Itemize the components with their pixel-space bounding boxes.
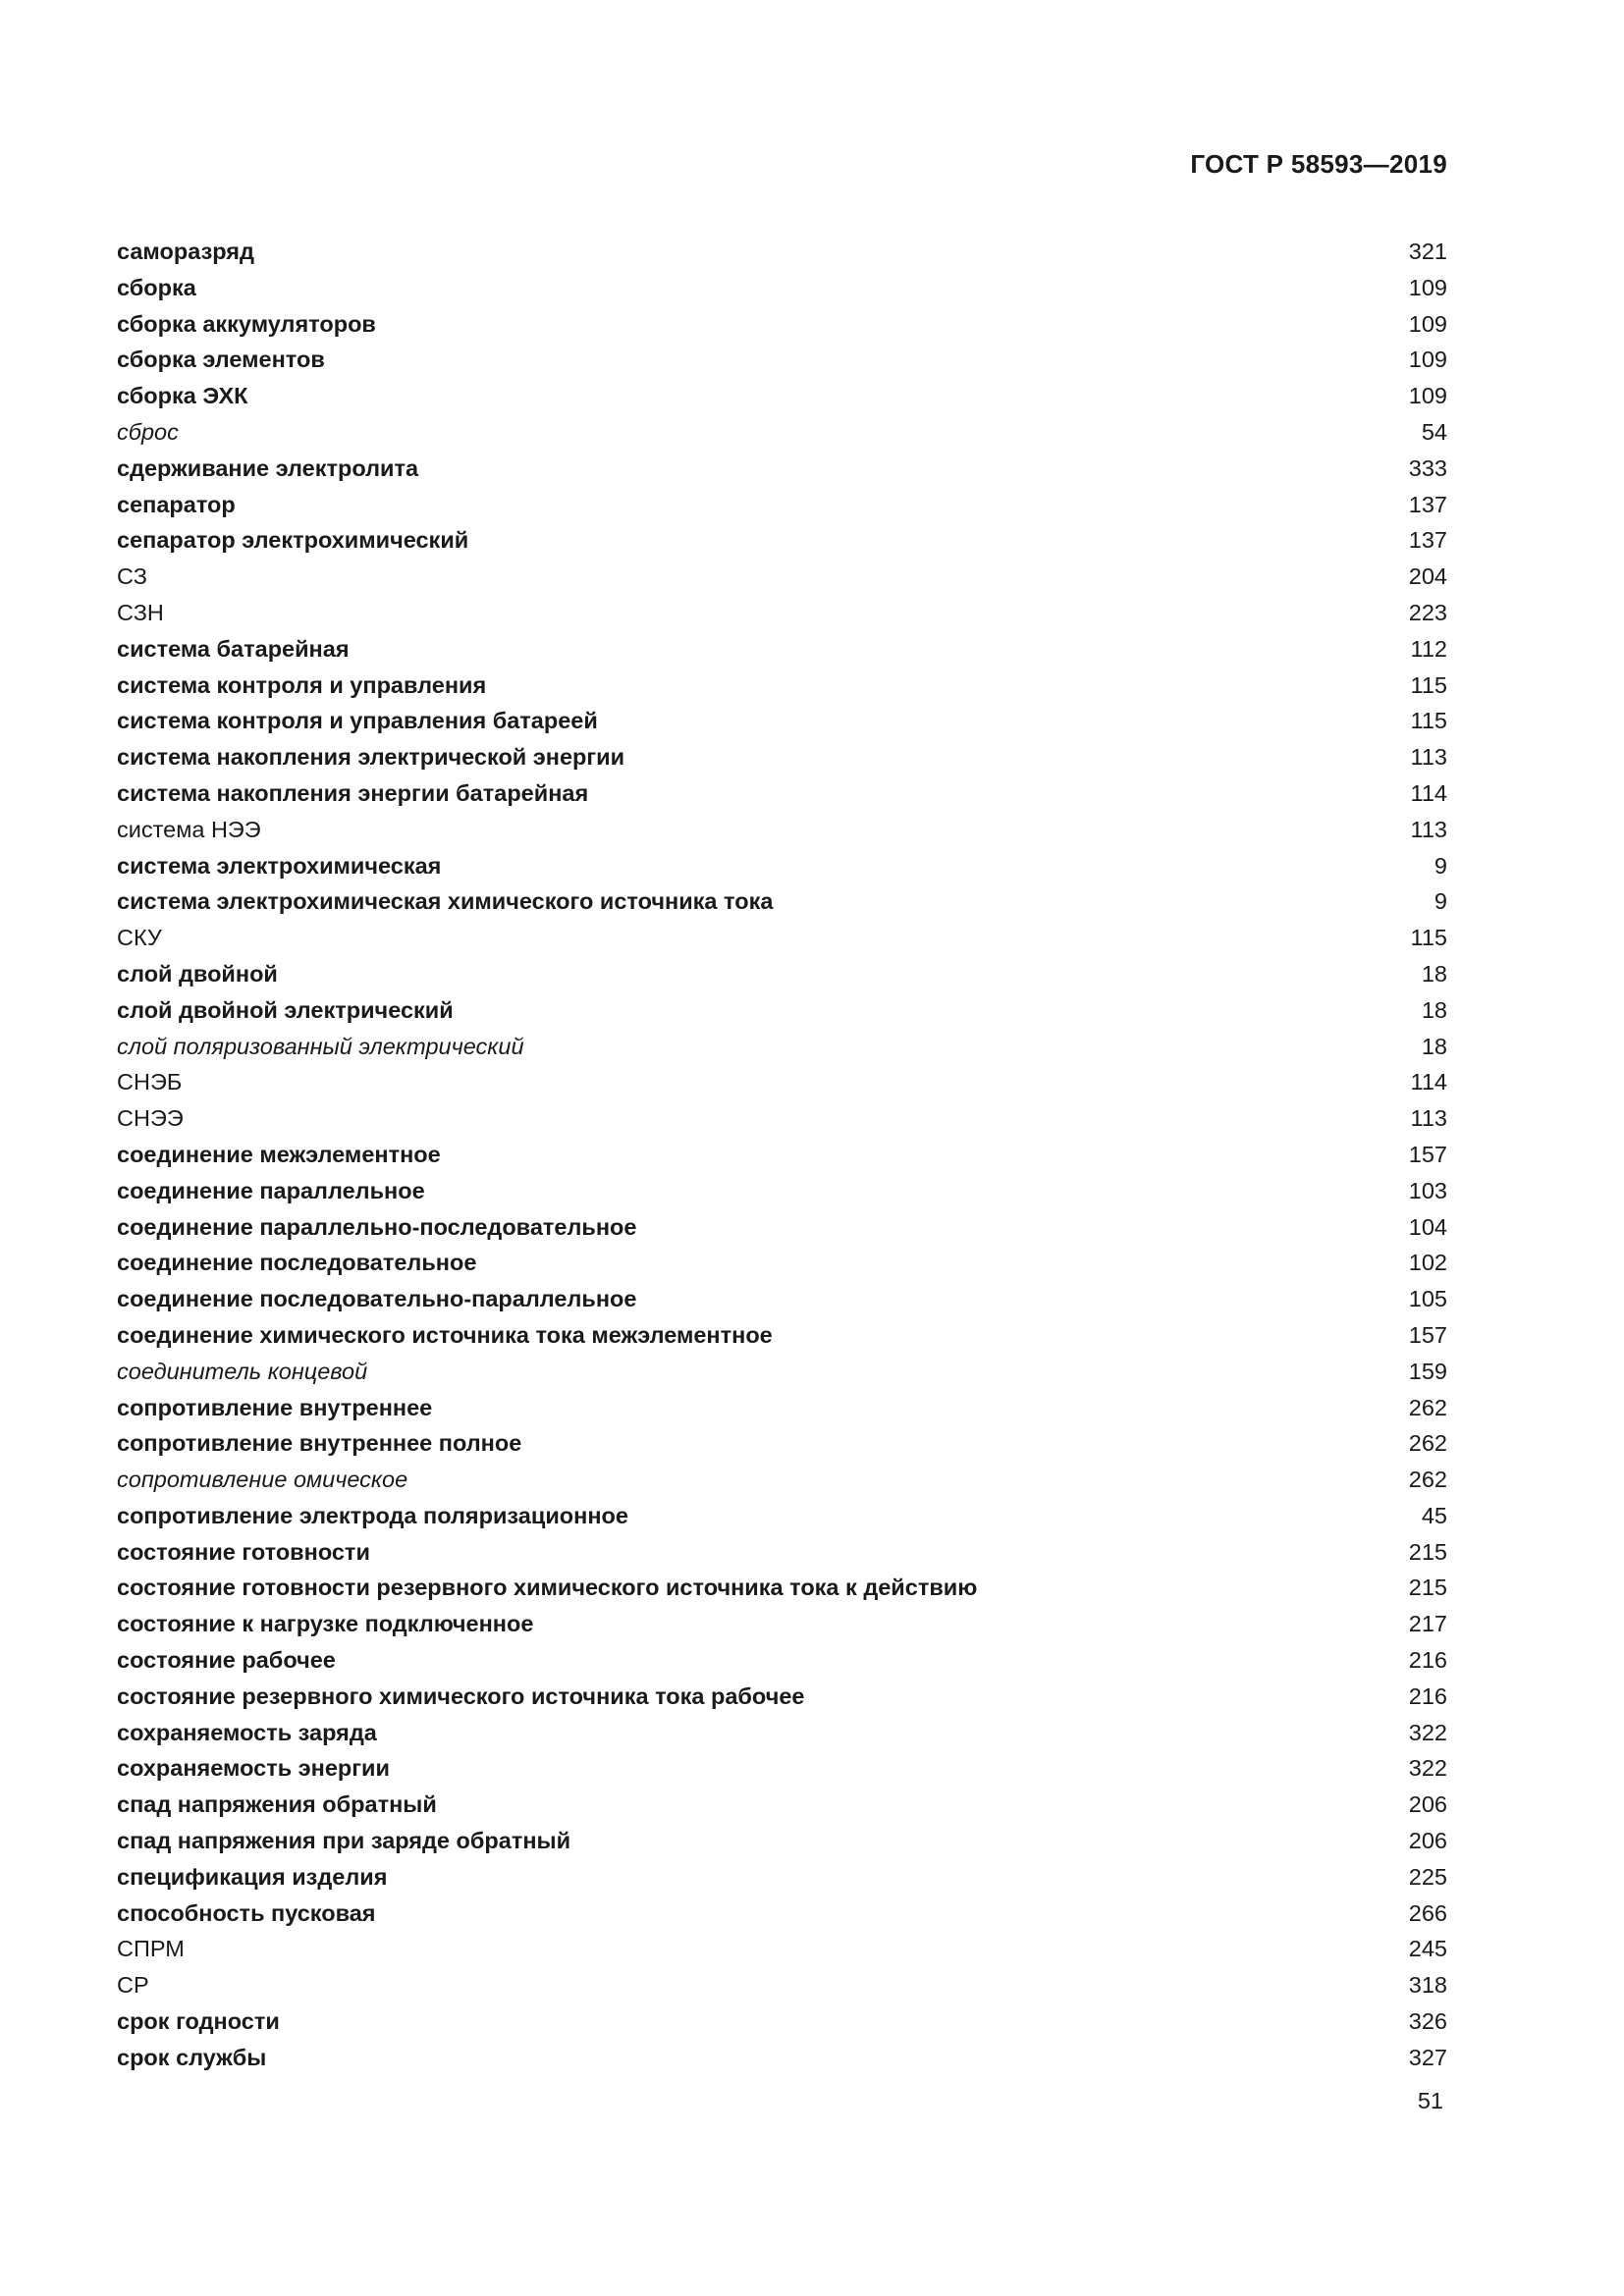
index-term: сопротивление омическое [117,1467,408,1493]
index-term: спад напряжения при заряде обратный [117,1828,571,1854]
index-entry [117,487,1447,523]
index-entry [117,306,1447,343]
index-term: сборка [117,274,196,300]
index-page-ref: 157 [1408,1321,1447,1348]
index-entry [117,1931,1447,1967]
index-page-ref: 102 [1408,1250,1447,1276]
index-term: саморазряд [117,239,254,264]
index-term: соединение последовательное [117,1250,477,1276]
index-page-ref: 115 [1410,925,1447,951]
index-page-ref: 159 [1408,1358,1447,1384]
index-term: СЗН [117,599,164,625]
index-page-ref: 223 [1408,599,1447,625]
index-page-ref: 321 [1408,239,1447,264]
index-entry [117,739,1447,775]
index-term: система НЭЭ [117,816,261,842]
index-entry [117,1534,1447,1571]
index-page-ref: 215 [1408,1538,1447,1565]
index-term: система контроля и управления [117,671,487,698]
index-term: СР [117,1972,149,1999]
index-entry [117,342,1447,378]
index-term: спад напряжения обратный [117,1791,437,1818]
index-term: система накопления энергии батарейная [117,779,589,806]
index-entry [117,1606,1447,1642]
index-term: сохраняемость энергии [117,1755,390,1782]
index-entry [117,1209,1447,1246]
index-page-ref: 245 [1408,1936,1447,1962]
index-page-ref: 262 [1408,1430,1447,1457]
index-page-ref: 206 [1408,1828,1447,1854]
index-page-ref: 137 [1408,527,1447,554]
index-page-ref: 266 [1408,1899,1447,1926]
index-page-ref: 204 [1408,563,1447,590]
index-page-ref: 326 [1408,2008,1447,2035]
index-term: система электрохимическая химического источника тока [117,888,774,915]
index-entry [117,1100,1447,1137]
index-term: состояние резервного химического источника тока рабочее [117,1682,805,1709]
index-page-ref: 45 [1421,1502,1447,1528]
index-term: соединитель концевой [117,1358,368,1384]
index-term: СКУ [117,925,162,951]
index-entry [117,1390,1447,1426]
index-entry [117,1750,1447,1787]
index-term: слой поляризованный электрический [117,1033,524,1059]
index-term: сепаратор электрохимический [117,527,469,554]
index-term: сопротивление внутреннее [117,1394,433,1420]
index-entry [117,883,1447,920]
index-entry [117,451,1447,487]
index-page-ref: 18 [1421,960,1447,987]
index-page-ref: 113 [1410,816,1447,842]
index-entry [117,1967,1447,2003]
index-term: сборка аккумуляторов [117,310,376,337]
index-entry [117,559,1447,595]
index-term: соединение химического источника тока межэлементное [117,1321,773,1348]
index-page-ref: 18 [1421,996,1447,1023]
index-term: соединение последовательно-параллельное [117,1286,637,1312]
index-entry [117,522,1447,559]
index-entry [117,1570,1447,1606]
index-entry [117,1498,1447,1534]
index-page-ref: 114 [1410,1069,1447,1095]
index-page-ref: 9 [1434,852,1447,879]
index-term: слой двойной электрический [117,996,454,1023]
index-entry [117,1462,1447,1498]
index-entry [117,1245,1447,1281]
page-number: 51 [1417,2088,1443,2113]
index-page-ref: 216 [1408,1647,1447,1674]
index-entry [117,1317,1447,1354]
index-entry [117,775,1447,812]
index-entry [117,1679,1447,1715]
index-term: слой двойной [117,960,278,987]
index-entry [117,1173,1447,1209]
document-header: ГОСТ Р 58593—2019 [1190,149,1447,179]
index-page-ref: 137 [1408,491,1447,517]
index-term: СЗ [117,563,147,590]
index-entry [117,1064,1447,1100]
index-page-ref: 327 [1408,2044,1447,2070]
index-entry [117,956,1447,992]
index-term: спецификация изделия [117,1863,388,1890]
index-term: срок годности [117,2008,280,2035]
index-page-ref: 109 [1408,383,1447,409]
index-term: система накопления электрической энергии [117,744,625,771]
index-entry [117,667,1447,704]
index-entry [117,1859,1447,1896]
index-term: соединение параллельное [117,1177,425,1203]
index-entry [117,1896,1447,1932]
index-entry [117,1029,1447,1065]
index-entry [117,703,1447,739]
index-entry [117,1354,1447,1390]
index-entry [117,1137,1447,1173]
index-entry [117,920,1447,956]
index-page-ref: 318 [1408,1972,1447,1999]
index-term: сброс [117,418,179,445]
index-entry [117,1787,1447,1823]
index-page-ref: 113 [1410,744,1447,771]
index-term: соединение межэлементное [117,1141,441,1167]
index-entry [117,234,1447,270]
index-entry [117,595,1447,631]
index-entry [117,414,1447,451]
index-term: СНЭЭ [117,1105,184,1132]
index-page-ref: 157 [1408,1141,1447,1167]
index-term: состояние готовности [117,1538,370,1565]
index-term: сохраняемость заряда [117,1719,377,1745]
index-page-ref: 206 [1408,1791,1447,1818]
index-page-ref: 322 [1408,1755,1447,1782]
alphabetical-index [117,234,1447,2076]
index-page-ref: 215 [1408,1575,1447,1601]
index-term: способность пусковая [117,1899,376,1926]
index-term: система контроля и управления батареей [117,708,598,734]
index-entry [117,848,1447,884]
index-page-ref: 109 [1408,274,1447,300]
index-entry [117,270,1447,306]
index-entry [117,992,1447,1029]
index-term: состояние готовности резервного химического источника тока к действию [117,1575,978,1601]
index-term: состояние рабочее [117,1647,336,1674]
index-page-ref: 9 [1434,888,1447,915]
index-page-ref: 18 [1421,1033,1447,1059]
index-term: система батарейная [117,635,350,662]
index-entry [117,1715,1447,1751]
index-term: система электрохимическая [117,852,442,879]
index-page-ref: 115 [1410,671,1447,698]
index-term: сборка ЭХК [117,383,248,409]
index-term: сопротивление электрода поляризационное [117,1502,628,1528]
index-page-ref: 114 [1410,779,1447,806]
index-page-ref: 262 [1408,1394,1447,1420]
index-term: сдерживание электролита [117,454,419,481]
index-entry [117,1425,1447,1462]
index-page-ref: 109 [1408,347,1447,373]
index-entry [117,812,1447,848]
index-term: СПРМ [117,1936,185,1962]
index-entry [117,378,1447,414]
index-page-ref: 112 [1410,635,1447,662]
index-entry [117,2003,1447,2040]
index-page-ref: 262 [1408,1467,1447,1493]
index-term: сопротивление внутреннее полное [117,1430,522,1457]
index-term: сепаратор [117,491,236,517]
index-page-ref: 104 [1408,1213,1447,1240]
index-entry [117,1823,1447,1859]
index-page-ref: 54 [1421,418,1447,445]
index-page-ref: 217 [1408,1611,1447,1637]
index-term: СНЭБ [117,1069,183,1095]
index-entry [117,1281,1447,1317]
index-entry [117,1642,1447,1679]
index-page-ref: 333 [1408,454,1447,481]
index-term: соединение параллельно-последовательное [117,1213,637,1240]
index-page-ref: 109 [1408,310,1447,337]
index-page-ref: 216 [1408,1682,1447,1709]
index-page-ref: 103 [1408,1177,1447,1203]
index-page-ref: 115 [1410,708,1447,734]
index-entry [117,631,1447,667]
index-page-ref: 105 [1408,1286,1447,1312]
index-entry [117,2040,1447,2076]
index-page-ref: 322 [1408,1719,1447,1745]
index-term: сборка элементов [117,347,325,373]
index-term: срок службы [117,2044,267,2070]
index-page-ref: 225 [1408,1863,1447,1890]
index-page-ref: 113 [1410,1105,1447,1132]
index-term: состояние к нагрузке подключенное [117,1611,534,1637]
